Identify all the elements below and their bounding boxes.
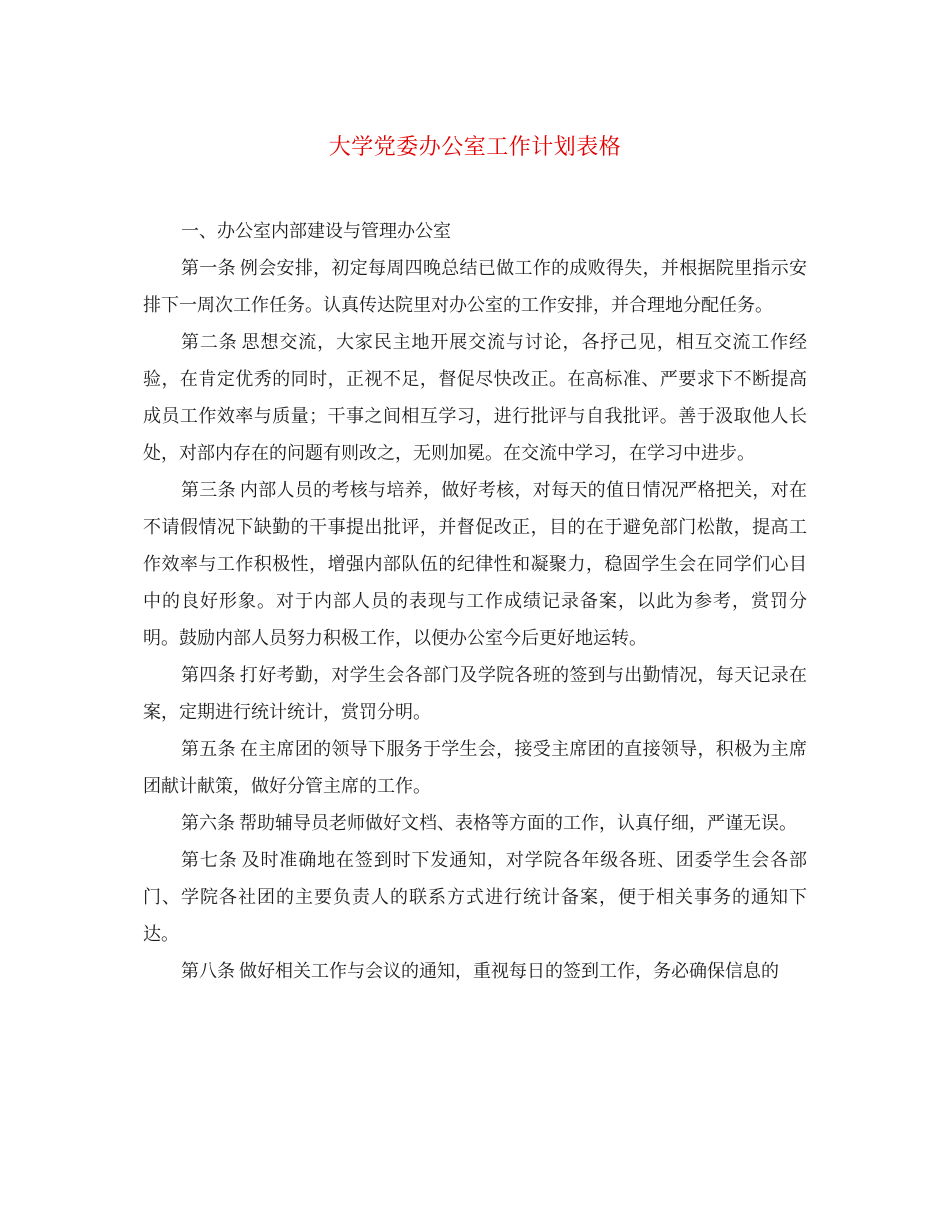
article-text: 做好相关工作与会议的通知，重视每日的签到工作，务必确保信息的 [239,961,779,982]
article-number: 第二条 [181,332,238,353]
article-1 [143,250,807,324]
article-8 [143,953,807,990]
article-text: 及时准确地在签到时下发通知，对学院各年级各班、团委学生会各部门、学院各社团的主要负责人的联系方式进行统计备案，便于相关事务的通知下达。 [143,850,807,945]
article-text: 帮助辅导员老师做好文档、表格等方面的工作，认真仔细，严谨无误。 [239,813,797,834]
article-number: 第五条 [181,739,236,760]
article-6 [143,805,807,842]
article-text: 例会安排，初定每周四晚总结已做工作的成败得失，并根据院里指示安排下一周次工作任务。认真传达院里对办公室的工作安排，并合理地分配任务。 [143,258,808,316]
article-number: 第八条 [181,961,235,982]
article-text: 打好考勤，对学生会各部门及学院各班的签到与出勤情况，每天记录在案，定期进行统计统计，赏罚分明。 [143,665,808,723]
article-text: 思想交流，大家民主地开展交流与讨论，各抒己见，相互交流工作经验，在肯定优秀的同时，正视不足，督促尽快改正。在高标准、严要求下不断提高成员工作效率与质量；干事之间相互学习，进行批评与自我批评。善于汲取他人长处，对部内存在的问题有则改之，无则加冕。在交流中学习，在学习中进步。 [143,332,807,464]
article-number: 第六条 [181,813,235,834]
article-number: 第四条 [181,665,236,686]
document-body [143,214,807,990]
article-2 [143,324,807,472]
article-number: 第一条 [181,258,236,279]
section-heading: 一、办公室内部建设与管理办公室 [181,221,451,242]
article-5 [143,731,807,805]
article-7 [143,842,807,953]
article-number: 第七条 [181,850,238,871]
article-number: 第三条 [181,480,236,501]
article-text: 在主席团的领导下服务于学生会，接受主席团的直接领导，积极为主席团献计献策，做好分管主席的工作。 [143,739,808,797]
document-title: 大学党委办公室工作计划表格 [328,135,622,160]
article-3 [143,472,807,657]
article-4 [143,657,807,731]
article-text: 内部人员的考核与培养，做好考核，对每天的值日情况严格把关，对在不请假情况下缺勤的干事提出批评，并督促改正，目的在于避免部门松散，提高工作效率与工作积极性，增强内部队伍的纪律性和凝聚力，稳固学生会在同学们心目中的良好形象。对于内部人员的表现与工作成绩记录备案，以此为参考，赏罚分明。鼓励内部人员努力积极工作，以便办公室今后更好地运转。 [143,480,808,649]
